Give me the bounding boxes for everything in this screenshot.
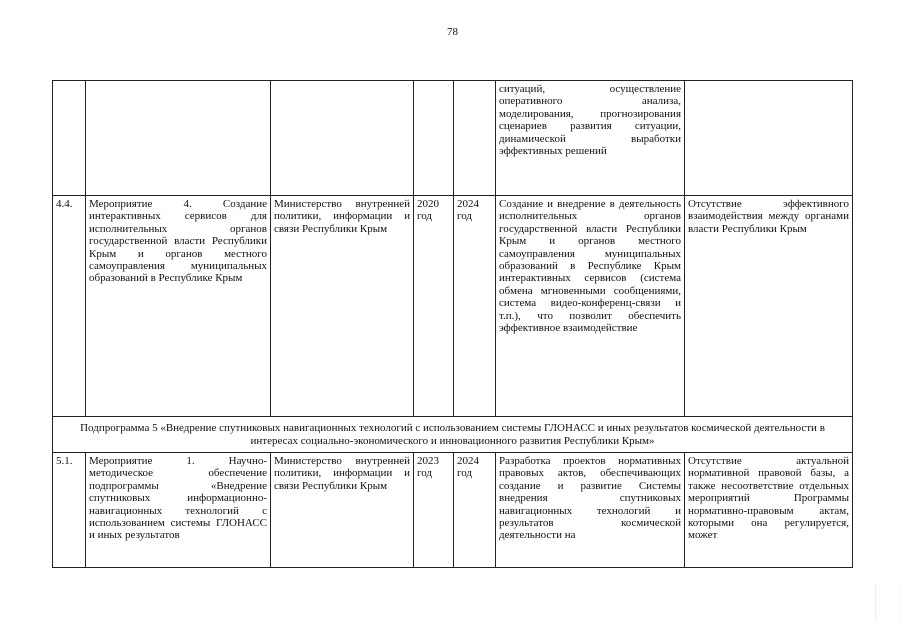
cell-end-year (454, 81, 496, 196)
cell-consequence: Отсутствие актуальной нормативной правовой базы, а также несоответствие отдельных мероприятий Программы нормативно-правовым актам, которыми она регулируется, может (685, 453, 853, 568)
subprogram-title: Подпрограмма 5 «Внедрение спутниковых навигационных технологий с использованием системы ГЛОНАСС и иных результатов космической деятельности в интересах социально-экономического и инновационного развития Республики Крым» (53, 417, 853, 453)
cell-number: 5.1. (53, 453, 86, 568)
margin-mark (875, 585, 901, 621)
cell-start-year: 2020 год (414, 196, 454, 417)
cell-end-year: 2024 год (454, 196, 496, 417)
cell-start-year: 2023 год (414, 453, 454, 568)
cell-end-year: 2024 год (454, 453, 496, 568)
table-row-subprogram-5 (53, 417, 853, 453)
cell-result: Создание и внедрение в деятельность исполнительных органов государственной власти Республики Крым и органов местного самоуправления муниципальных образований в Республике Крым интерактивных сервисов (система обмена мгновенными сообщениями, система видео-конференц-связи и т.п.), что позволит обеспечить эффективное взаимодействие (496, 196, 685, 417)
cell-activity: Мероприятие 1. Научно-методическое обеспечение подпрограммы «Внедрение спутниковых информационно-навигационных технологий с использованием системы ГЛОНАСС и иных результатов (86, 453, 271, 568)
table-row-5-1 (53, 453, 853, 568)
cell-number: 4.4. (53, 196, 86, 417)
cell-activity: Мероприятие 4. Создание интерактивных сервисов для исполнительных органов государственной власти Республики Крым и органов местного самоуправления муниципальных образований в Республике Крым (86, 196, 271, 417)
cell-activity (86, 81, 271, 196)
table-row-continued (53, 81, 853, 196)
cell-executor: Министерство внутренней политики, информации и связи Республики Крым (271, 453, 414, 568)
cell-executor: Министерство внутренней политики, информации и связи Республики Крым (271, 196, 414, 417)
page-number: 78 (447, 26, 458, 38)
cell-result: ситуаций, осуществление оперативного анализа, моделирования, прогнозирования сценариев развития ситуации, динамической выработки эффективных решений (496, 81, 685, 196)
cell-start-year (414, 81, 454, 196)
cell-consequence (685, 81, 853, 196)
cell-executor (271, 81, 414, 196)
cell-consequence: Отсутствие эффективного взаимодействия между органами власти Республики Крым (685, 196, 853, 417)
activities-table (52, 80, 853, 568)
cell-number (53, 81, 86, 196)
cell-result: Разработка проектов нормативных правовых актов, обеспечивающих создание и развитие Системы внедрения спутниковых навигационных технологий и результатов космической деятельности на (496, 453, 685, 568)
table-row-4-4 (53, 196, 853, 417)
